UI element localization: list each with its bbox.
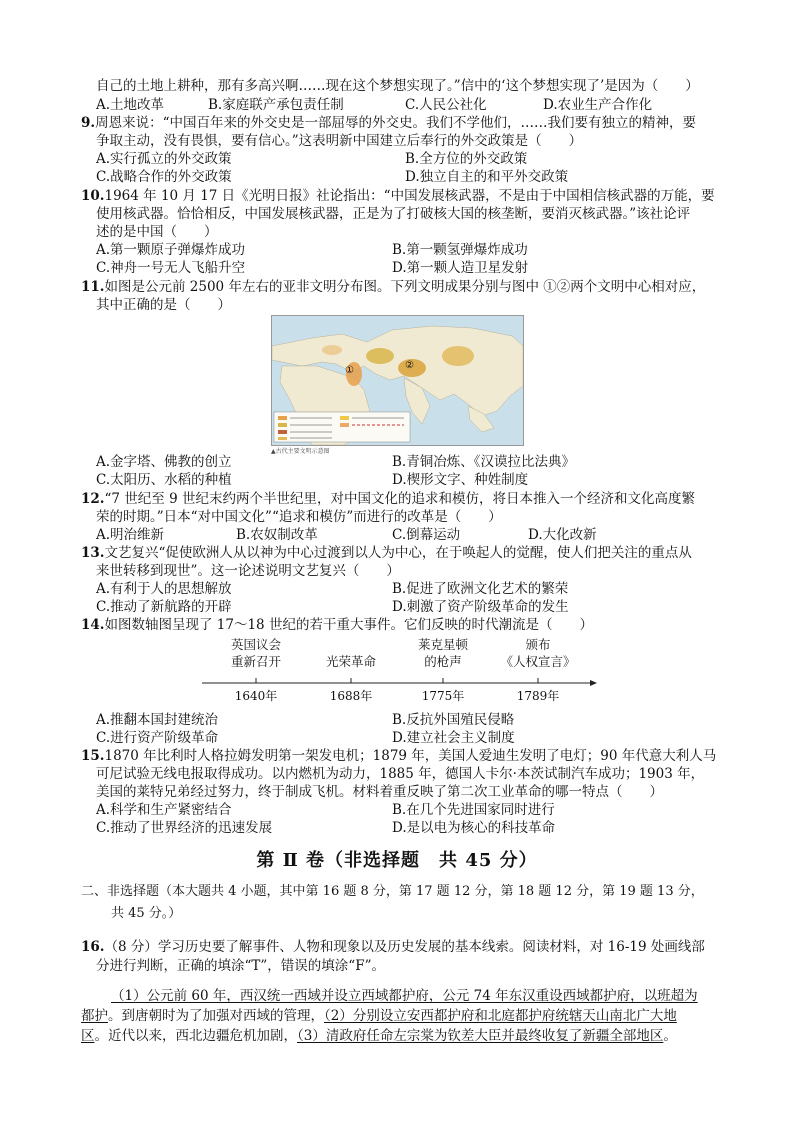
timeline-year-3: 1775年 [421,689,465,703]
q16-paragraph-line2 [81,1006,677,1026]
q16-stem-line2: 分进行判断，正确的填涂“T”，错误的填涂“F”。 [96,958,385,974]
q12-stem-line2: 荣的时期。”日本“对中国文化”“追求和模仿”而进行的改革是（ ） [96,509,502,525]
q13-option-c[interactable]: C.推动了新航路的开辟 [96,599,232,615]
q8-option-d[interactable]: D.农业生产合作化 [543,97,653,113]
q9-option-c[interactable]: C.战略合作的外交政策 [96,169,232,185]
timeline-event-4 [493,636,583,670]
q16-underlined-3: （3）清政府任命左宗棠为钦差大臣并最终收复了新疆全部地区 [297,1028,664,1044]
q15-text1: 1870 年比利时人格拉姆发明第一架发电机；1879 年，美国人爱迪生发明了电灯；90 年代意大利人马 [104,748,717,764]
q12-option-c[interactable]: C.倒幕运动 [392,527,461,543]
q9-option-b[interactable]: B.全方位的外交政策 [405,151,528,167]
q13-number: 13. [81,545,105,561]
q16-stem-line1 [81,937,705,957]
timeline-year-2: 1688年 [329,689,373,703]
q15-option-a[interactable]: A.科学和生产紧密结合 [96,802,232,818]
q9-option-a[interactable]: A.实行孤立的外交政策 [96,151,232,167]
q16-underlined-2b: 区 [81,1028,95,1044]
map-graphic [272,316,523,445]
q14-option-a[interactable]: A.推翻本国封建统治 [96,712,219,728]
timeline-event-1-line1: 英国议会 [230,637,281,652]
q13-option-b[interactable]: B.促进了欧洲文化艺术的繁荣 [392,581,569,597]
q10-option-a[interactable]: A.第一颗原子弹爆炸成功 [96,242,246,258]
q10-text1: 1964 年 10 月 17 日《光明日报》社论指出：“中国发展核武器，不是由于中国相信核武器的万能，要 [104,188,715,204]
timeline-event-1-line2: 重新召开 [230,654,281,669]
q13-stem-line2: 来世转移到现世”。这一论述说明文艺复兴（ ） [96,563,400,579]
q15-number: 15. [81,748,105,764]
q16-text-2b: 。到唐朝时为了加强对西域的管理， [108,1008,324,1024]
q14-option-d[interactable]: D.建立社会主义制度 [392,730,515,746]
timeline-year-4: 1789年 [516,689,560,703]
q10-option-b[interactable]: B.第一颗氢弹爆炸成功 [392,242,528,258]
map-caption: ▲古代主要文明示意图 [271,448,330,455]
q16-text1: （8 分）学习历史要了解事件、人物和现象以及历史发展的基本线索。阅读材料，对 16-19 处画线部 [104,939,705,955]
q12-option-a[interactable]: A.明治维新 [96,527,165,543]
q13-stem-line1 [81,543,692,563]
q11-option-c[interactable]: C.太阳历、水稻的种植 [96,472,232,488]
q14-option-b[interactable]: B.反抗外国殖民侵略 [392,712,515,728]
q9-stem-line2: 争取主动，没有畏惧，要有信心。”这表明新中国建立后奉行的外交政策是（ ） [96,133,583,149]
timeline-event-1 [216,636,296,670]
q10-stem-line1 [81,186,715,206]
map-marker-2: ② [405,360,414,371]
q10-number: 10. [81,188,105,204]
q13-text1: 文艺复兴“促使欧洲人从以神为中心过渡到以人为中心，在于唤起人的觉醒，使人们把关注的重点从 [104,545,692,561]
q15-option-c[interactable]: C.推动了世界经济的迅速发展 [96,820,273,836]
q12-text1: “7 世纪至 9 世纪末约两个半世纪里，对中国文化的追求和模仿，将日本推入一个经济和文化高度繁 [104,491,695,507]
timeline-event-4-line1: 颁布 [525,637,551,652]
section2-title: 第 Ⅱ 卷（非选择题 共 45 分） [256,850,538,871]
timeline-year-1: 1640年 [234,689,278,703]
timeline-event-3-line2: 的枪声 [424,654,462,669]
q10-option-d[interactable]: D.第一颗人造卫星发射 [392,260,529,276]
q16-paragraph-line1 [111,986,698,1006]
q11-number: 11. [81,279,105,295]
q11-option-d[interactable]: D.楔形文字、种姓制度 [392,472,529,488]
q14-option-c[interactable]: C.进行资产阶级革命 [96,730,219,746]
q8-stem: 自己的土地上耕种，那有多高兴啊……现在这个梦想实现了。”信中的‘这个梦想实现了’是因为（ ） [96,78,699,94]
q8-option-a[interactable]: A.土地改革 [96,97,165,113]
q13-option-a[interactable]: A.有利于人的思想解放 [96,581,232,597]
q11-stem-line1 [81,277,705,297]
q9-option-d[interactable]: D.独立自主的和平外交政策 [405,169,569,185]
q12-option-d[interactable]: D.大化改新 [528,527,597,543]
q9-stem-line1 [81,113,696,133]
timeline-event-3-line1: 莱克星顿 [417,637,468,652]
q12-number: 12. [81,491,105,507]
timeline-event-4-line2: 《人权宣言》 [500,654,576,669]
q14-number: 14. [81,617,105,633]
q16-underlined-1a: （1）公元前 60 年，西汉统一西域并设立西域都护府，公元 74 年东汉重设西域都护府，以班超为 [111,988,698,1004]
q15-stem-line2: 可尼试验无线电报取得成功。以内燃机为动力，1885 年，德国人卡尔·本茨试制汽车成功；1903 年， [96,766,705,782]
q16-number: 16. [81,939,105,955]
q10-option-c[interactable]: C.神舟一号无人飞船升空 [96,260,246,276]
history-timeline [198,637,598,710]
q15-stem-line1 [81,746,716,766]
q12-option-b[interactable]: B.农奴制改革 [236,527,318,543]
section2-instructions-line2: 共 45 分。） [111,906,182,921]
q15-option-d[interactable]: D.是以电为核心的科技革命 [392,820,556,836]
q10-stem-line2: 使用核武器。恰恰相反，中国发展核武器，正是为了打破核大国的核垄断，要消灭核武器。”该社论评 [96,206,691,222]
map-marker-1: ① [345,365,354,376]
q13-option-d[interactable]: D.刺激了资产阶级革命的发生 [392,599,569,615]
q8-option-c[interactable]: C.人民公社化 [405,97,487,113]
q10-stem-line3: 述的是中国（ ） [96,224,218,240]
timeline-event-2: 光荣革命 [325,654,376,669]
q11-stem-line2: 其中正确的是（ ） [96,297,231,313]
q16-text-3d: 。 [663,1028,677,1044]
timeline-event-3 [403,636,483,670]
q8-option-b[interactable]: B.家庭联产承包责任制 [208,97,344,113]
q11-option-a[interactable]: A.金字塔、佛教的创立 [96,454,232,470]
ancient-civilization-map [271,315,524,446]
q9-text1: 周恩来说：“中国百年来的外交史是一部屈辱的外交史。我们不学他们，……我们要有独立的精神，要 [95,115,696,131]
q16-underlined-1b: 都护 [81,1008,108,1024]
q11-text1: 如图是公元前 2500 年左右的亚非文明分布图。下列文明成果分别与图中 ①②两个文明中心相对应， [104,279,706,295]
q15-stem-line3: 美国的莱特兄弟经过努力，终于制成飞机。材料着重反映了第二次工业革命的哪一特点（ ） [96,784,663,800]
q15-option-b[interactable]: B.在几个先进国家同时进行 [392,802,555,818]
section2-instructions-line1: 二、非选择题（本大题共 4 小题，其中第 16 题 8 分，第 17 题 12 分，第 18 题 12 分，第 19 题 13 分， [81,884,704,899]
q11-option-b[interactable]: B.青铜冶炼、《汉谟拉比法典》 [392,454,575,470]
q14-stem-line1 [81,615,593,635]
q9-number: 9. [81,115,96,131]
q16-text-3b: 。近代以来，西北边疆危机加剧， [94,1028,297,1044]
q12-stem-line1 [81,489,695,509]
q16-paragraph-line3 [81,1026,677,1046]
q14-text1: 如图数轴图呈现了 17～18 世纪的若干重大事件。它们反映的时代潮流是（ ） [104,617,593,633]
q16-underlined-2a: （2）分别设立安西都护府和北庭都护府统辖天山南北广大地 [324,1008,677,1024]
